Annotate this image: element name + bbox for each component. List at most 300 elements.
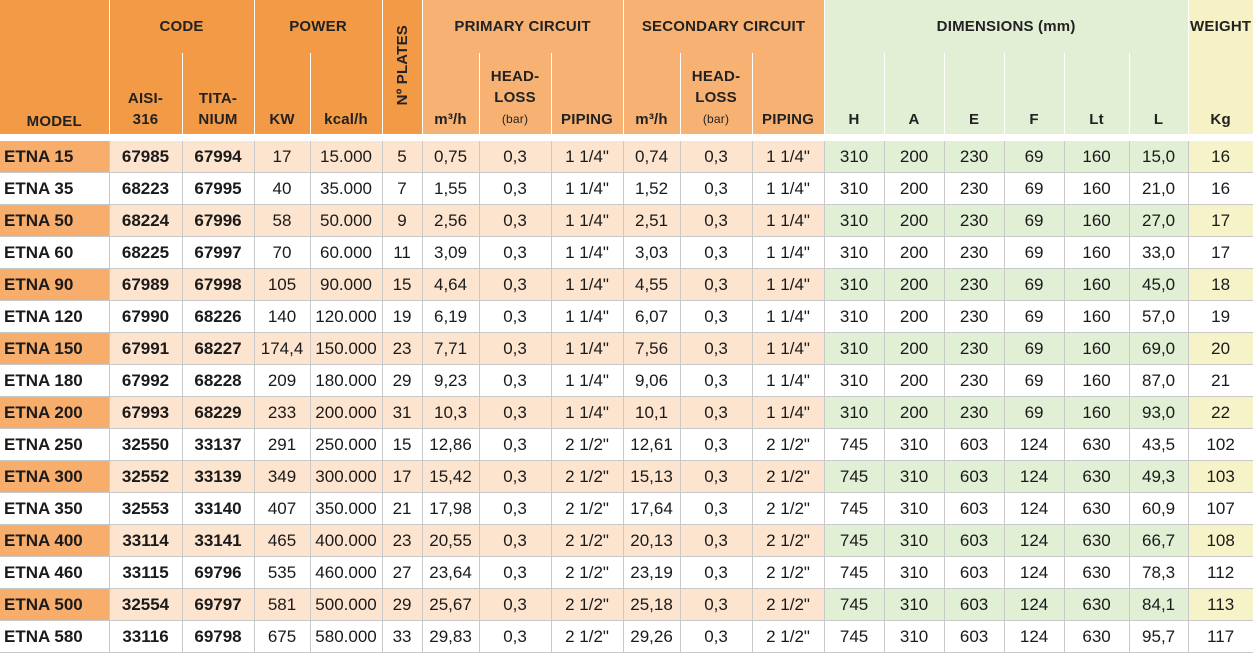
model-cell: ETNA 580 bbox=[0, 621, 109, 653]
table-cell: 745 bbox=[824, 557, 884, 589]
table-cell: 310 bbox=[884, 525, 944, 557]
model-cell: ETNA 200 bbox=[0, 397, 109, 429]
table-cell: 124 bbox=[1004, 525, 1064, 557]
col-header-primary-flow: m³/h bbox=[422, 53, 479, 134]
col-header-primary-circuit: PRIMARY CIRCUIT bbox=[422, 0, 623, 53]
table-cell: 12,86 bbox=[422, 429, 479, 461]
table-cell: 310 bbox=[884, 461, 944, 493]
table-cell: 2,51 bbox=[623, 205, 680, 237]
table-cell: 2 1/2" bbox=[551, 493, 623, 525]
table-cell: 0,3 bbox=[680, 205, 752, 237]
table-cell: 11 bbox=[382, 237, 422, 269]
col-header-h: H bbox=[824, 53, 884, 134]
secondary-headloss-label: HEAD-LOSS bbox=[691, 68, 741, 106]
table-cell: 69 bbox=[1004, 397, 1064, 429]
table-cell: 102 bbox=[1188, 429, 1253, 461]
table-cell: 1 1/4" bbox=[551, 301, 623, 333]
table-row bbox=[0, 461, 1253, 493]
model-cell: ETNA 150 bbox=[0, 333, 109, 365]
table-cell: 17,64 bbox=[623, 493, 680, 525]
table-cell: 67998 bbox=[182, 269, 254, 301]
table-cell: 3,09 bbox=[422, 237, 479, 269]
table-cell: 0,3 bbox=[680, 493, 752, 525]
table-cell: 580.000 bbox=[310, 621, 382, 653]
table-cell: 67997 bbox=[182, 237, 254, 269]
table-cell: 160 bbox=[1064, 205, 1129, 237]
table-cell: 103 bbox=[1188, 461, 1253, 493]
table-cell: 33140 bbox=[182, 493, 254, 525]
table-cell: 0,3 bbox=[479, 269, 551, 301]
model-cell: ETNA 460 bbox=[0, 557, 109, 589]
model-cell: ETNA 35 bbox=[0, 173, 109, 205]
table-cell: 4,64 bbox=[422, 269, 479, 301]
table-cell: 2 1/2" bbox=[551, 461, 623, 493]
table-cell: 160 bbox=[1064, 397, 1129, 429]
table-cell: 124 bbox=[1004, 429, 1064, 461]
table-cell: 150.000 bbox=[310, 333, 382, 365]
table-cell: 603 bbox=[944, 525, 1004, 557]
table-cell: 29 bbox=[382, 589, 422, 621]
table-cell: 69 bbox=[1004, 141, 1064, 173]
table-row bbox=[0, 333, 1253, 365]
table-cell: 180.000 bbox=[310, 365, 382, 397]
table-cell: 745 bbox=[824, 589, 884, 621]
table-cell: 1 1/4" bbox=[551, 205, 623, 237]
table-cell: 33141 bbox=[182, 525, 254, 557]
table-cell: 7 bbox=[382, 173, 422, 205]
table-cell: 200 bbox=[884, 237, 944, 269]
table-cell: 310 bbox=[884, 493, 944, 525]
table-cell: 603 bbox=[944, 621, 1004, 653]
table-cell: 140 bbox=[254, 301, 310, 333]
table-cell: 68229 bbox=[182, 397, 254, 429]
table-cell: 0,3 bbox=[680, 461, 752, 493]
table-cell: 69796 bbox=[182, 557, 254, 589]
table-cell: 40 bbox=[254, 173, 310, 205]
table-cell: 1 1/4" bbox=[752, 333, 824, 365]
table-cell: 18 bbox=[1188, 269, 1253, 301]
table-cell: 675 bbox=[254, 621, 310, 653]
table-cell: 6,19 bbox=[422, 301, 479, 333]
table-cell: 124 bbox=[1004, 493, 1064, 525]
col-header-aisi bbox=[109, 53, 182, 134]
table-cell: 16 bbox=[1188, 141, 1253, 173]
table-cell: 20,13 bbox=[623, 525, 680, 557]
table-cell: 1 1/4" bbox=[752, 141, 824, 173]
table-cell: 45,0 bbox=[1129, 269, 1188, 301]
table-cell: 0,3 bbox=[680, 333, 752, 365]
table-cell: 0,3 bbox=[479, 589, 551, 621]
table-cell: 0,3 bbox=[479, 429, 551, 461]
table-cell: 70 bbox=[254, 237, 310, 269]
table-cell: 67985 bbox=[109, 141, 182, 173]
table-cell: 310 bbox=[824, 301, 884, 333]
table-cell: 69 bbox=[1004, 365, 1064, 397]
table-cell: 0,3 bbox=[479, 205, 551, 237]
table-cell: 0,3 bbox=[680, 397, 752, 429]
table-cell: 15,42 bbox=[422, 461, 479, 493]
table-cell: 230 bbox=[944, 173, 1004, 205]
col-header-titanium bbox=[182, 53, 254, 134]
table-cell: 19 bbox=[1188, 301, 1253, 333]
table-cell: 233 bbox=[254, 397, 310, 429]
table-cell: 67996 bbox=[182, 205, 254, 237]
table-cell: 0,3 bbox=[680, 237, 752, 269]
table-cell: 630 bbox=[1064, 557, 1129, 589]
table-cell: 69 bbox=[1004, 269, 1064, 301]
col-header-code: CODE bbox=[109, 0, 254, 53]
table-cell: 2 1/2" bbox=[752, 589, 824, 621]
table-cell: 400.000 bbox=[310, 525, 382, 557]
table-cell: 2,56 bbox=[422, 205, 479, 237]
secondary-bar-label: (bar) bbox=[702, 112, 730, 126]
table-cell: 1 1/4" bbox=[752, 269, 824, 301]
table-cell: 31 bbox=[382, 397, 422, 429]
table-cell: 535 bbox=[254, 557, 310, 589]
table-cell: 67990 bbox=[109, 301, 182, 333]
table-cell: 630 bbox=[1064, 429, 1129, 461]
table-row bbox=[0, 397, 1253, 429]
table-cell: 0,3 bbox=[479, 141, 551, 173]
table-cell: 2 1/2" bbox=[551, 589, 623, 621]
table-cell: 310 bbox=[824, 365, 884, 397]
model-cell: ETNA 500 bbox=[0, 589, 109, 621]
table-cell: 230 bbox=[944, 141, 1004, 173]
table-cell: 0,3 bbox=[680, 301, 752, 333]
table-cell: 32552 bbox=[109, 461, 182, 493]
primary-headloss-label: HEAD-LOSS bbox=[490, 68, 540, 106]
table-cell: 33116 bbox=[109, 621, 182, 653]
table-row bbox=[0, 365, 1253, 397]
titanium-label: TITA-NIUM bbox=[198, 90, 238, 128]
table-cell: 117 bbox=[1188, 621, 1253, 653]
table-cell: 0,3 bbox=[680, 621, 752, 653]
table-cell: 23 bbox=[382, 333, 422, 365]
col-header-power: POWER bbox=[254, 0, 382, 53]
table-cell: 107 bbox=[1188, 493, 1253, 525]
table-cell: 2 1/2" bbox=[551, 557, 623, 589]
table-cell: 7,56 bbox=[623, 333, 680, 365]
table-cell: 33114 bbox=[109, 525, 182, 557]
table-cell: 603 bbox=[944, 557, 1004, 589]
table-cell: 69797 bbox=[182, 589, 254, 621]
table-cell: 5 bbox=[382, 141, 422, 173]
table-cell: 67995 bbox=[182, 173, 254, 205]
table-cell: 124 bbox=[1004, 621, 1064, 653]
table-cell: 33137 bbox=[182, 429, 254, 461]
model-cell: ETNA 350 bbox=[0, 493, 109, 525]
table-cell: 0,3 bbox=[680, 269, 752, 301]
table-cell: 1 1/4" bbox=[551, 237, 623, 269]
table-cell: 310 bbox=[884, 429, 944, 461]
table-cell: 310 bbox=[884, 557, 944, 589]
col-header-f: F bbox=[1004, 53, 1064, 134]
table-cell: 2 1/2" bbox=[551, 525, 623, 557]
table-cell: 68227 bbox=[182, 333, 254, 365]
table-cell: 1 1/4" bbox=[551, 141, 623, 173]
table-cell: 29 bbox=[382, 365, 422, 397]
table-cell: 250.000 bbox=[310, 429, 382, 461]
table-cell: 32550 bbox=[109, 429, 182, 461]
table-cell: 15,0 bbox=[1129, 141, 1188, 173]
table-cell: 17 bbox=[1188, 237, 1253, 269]
table-cell: 17 bbox=[382, 461, 422, 493]
table-cell: 124 bbox=[1004, 589, 1064, 621]
table-cell: 15 bbox=[382, 269, 422, 301]
table-cell: 15.000 bbox=[310, 141, 382, 173]
table-cell: 69 bbox=[1004, 301, 1064, 333]
table-cell: 630 bbox=[1064, 461, 1129, 493]
table-cell: 17 bbox=[1188, 205, 1253, 237]
table-cell: 67994 bbox=[182, 141, 254, 173]
table-cell: 0,3 bbox=[680, 141, 752, 173]
table-cell: 603 bbox=[944, 493, 1004, 525]
model-cell: ETNA 90 bbox=[0, 269, 109, 301]
model-cell: ETNA 60 bbox=[0, 237, 109, 269]
table-row bbox=[0, 301, 1253, 333]
table-cell: 68226 bbox=[182, 301, 254, 333]
table-cell: 108 bbox=[1188, 525, 1253, 557]
table-cell: 60.000 bbox=[310, 237, 382, 269]
table-cell: 69 bbox=[1004, 333, 1064, 365]
table-cell: 84,1 bbox=[1129, 589, 1188, 621]
table-cell: 200 bbox=[884, 141, 944, 173]
table-cell: 1 1/4" bbox=[551, 365, 623, 397]
table-cell: 2 1/2" bbox=[551, 429, 623, 461]
col-header-kw: KW bbox=[254, 53, 310, 134]
col-header-primary-piping: PIPING bbox=[551, 53, 623, 134]
table-cell: 465 bbox=[254, 525, 310, 557]
table-cell: 10,3 bbox=[422, 397, 479, 429]
table-cell: 630 bbox=[1064, 525, 1129, 557]
table-row bbox=[0, 493, 1253, 525]
table-cell: 603 bbox=[944, 461, 1004, 493]
table-cell: 15 bbox=[382, 429, 422, 461]
table-cell: 0,3 bbox=[680, 429, 752, 461]
table-cell: 29,26 bbox=[623, 621, 680, 653]
table-cell: 12,61 bbox=[623, 429, 680, 461]
col-header-kg: Kg bbox=[1188, 53, 1253, 134]
table-cell: 57,0 bbox=[1129, 301, 1188, 333]
table-cell: 124 bbox=[1004, 461, 1064, 493]
table-cell: 1 1/4" bbox=[551, 269, 623, 301]
table-cell: 0,3 bbox=[680, 365, 752, 397]
col-header-secondary-circuit: SECONDARY CIRCUIT bbox=[623, 0, 824, 53]
table-cell: 6,07 bbox=[623, 301, 680, 333]
table-cell: 745 bbox=[824, 525, 884, 557]
table-cell: 69,0 bbox=[1129, 333, 1188, 365]
col-header-secondary-flow: m³/h bbox=[623, 53, 680, 134]
table-cell: 67992 bbox=[109, 365, 182, 397]
table-cell: 105 bbox=[254, 269, 310, 301]
table-cell: 310 bbox=[824, 205, 884, 237]
table-cell: 745 bbox=[824, 493, 884, 525]
table-cell: 68223 bbox=[109, 173, 182, 205]
table-cell: 230 bbox=[944, 397, 1004, 429]
table-cell: 87,0 bbox=[1129, 365, 1188, 397]
table-cell: 0,3 bbox=[680, 525, 752, 557]
table-cell: 7,71 bbox=[422, 333, 479, 365]
table-cell: 174,4 bbox=[254, 333, 310, 365]
table-cell: 1,55 bbox=[422, 173, 479, 205]
table-row bbox=[0, 621, 1253, 653]
table-cell: 230 bbox=[944, 237, 1004, 269]
table-cell: 33139 bbox=[182, 461, 254, 493]
table-cell: 500.000 bbox=[310, 589, 382, 621]
table-cell: 160 bbox=[1064, 237, 1129, 269]
table-cell: 0,75 bbox=[422, 141, 479, 173]
table-cell: 29,83 bbox=[422, 621, 479, 653]
table-cell: 310 bbox=[884, 589, 944, 621]
table-cell: 291 bbox=[254, 429, 310, 461]
table-cell: 160 bbox=[1064, 269, 1129, 301]
table-cell: 0,3 bbox=[479, 365, 551, 397]
col-header-l: L bbox=[1129, 53, 1188, 134]
table-cell: 69 bbox=[1004, 237, 1064, 269]
table-cell: 200 bbox=[884, 333, 944, 365]
table-cell: 200 bbox=[884, 205, 944, 237]
table-cell: 1 1/4" bbox=[551, 397, 623, 429]
table-cell: 10,1 bbox=[623, 397, 680, 429]
table-cell: 349 bbox=[254, 461, 310, 493]
model-cell: ETNA 400 bbox=[0, 525, 109, 557]
table-cell: 630 bbox=[1064, 621, 1129, 653]
table-header bbox=[0, 0, 1253, 141]
table-cell: 230 bbox=[944, 333, 1004, 365]
table-cell: 60,9 bbox=[1129, 493, 1188, 525]
table-cell: 230 bbox=[944, 365, 1004, 397]
table-cell: 200 bbox=[884, 365, 944, 397]
table-row bbox=[0, 237, 1253, 269]
table-cell: 310 bbox=[824, 397, 884, 429]
table-cell: 66,7 bbox=[1129, 525, 1188, 557]
table-cell: 230 bbox=[944, 301, 1004, 333]
table-cell: 33 bbox=[382, 621, 422, 653]
table-cell: 9 bbox=[382, 205, 422, 237]
col-header-model: MODEL bbox=[0, 0, 109, 134]
aisi-label: AISI-316 bbox=[127, 90, 164, 128]
table-cell: 43,5 bbox=[1129, 429, 1188, 461]
table-cell: 300.000 bbox=[310, 461, 382, 493]
table-cell: 35.000 bbox=[310, 173, 382, 205]
table-cell: 160 bbox=[1064, 301, 1129, 333]
col-header-plates bbox=[382, 0, 422, 134]
table-cell: 160 bbox=[1064, 141, 1129, 173]
table-cell: 15,13 bbox=[623, 461, 680, 493]
model-cell: ETNA 120 bbox=[0, 301, 109, 333]
table-cell: 200 bbox=[884, 301, 944, 333]
table-cell: 200 bbox=[884, 397, 944, 429]
table-cell: 0,3 bbox=[479, 557, 551, 589]
table-cell: 581 bbox=[254, 589, 310, 621]
table-cell: 200 bbox=[884, 269, 944, 301]
col-header-e: E bbox=[944, 53, 1004, 134]
table-row bbox=[0, 173, 1253, 205]
table-cell: 310 bbox=[824, 269, 884, 301]
table-cell: 310 bbox=[824, 141, 884, 173]
table-cell: 460.000 bbox=[310, 557, 382, 589]
table-cell: 1 1/4" bbox=[752, 173, 824, 205]
plates-label: Nº PLATES bbox=[393, 24, 411, 106]
table-cell: 0,3 bbox=[680, 173, 752, 205]
table-cell: 21 bbox=[382, 493, 422, 525]
table-cell: 603 bbox=[944, 589, 1004, 621]
table-row bbox=[0, 141, 1253, 173]
table-cell: 112 bbox=[1188, 557, 1253, 589]
table-cell: 0,3 bbox=[479, 621, 551, 653]
table-cell: 68224 bbox=[109, 205, 182, 237]
table-cell: 32554 bbox=[109, 589, 182, 621]
table-cell: 67993 bbox=[109, 397, 182, 429]
table-cell: 21 bbox=[1188, 365, 1253, 397]
table-cell: 120.000 bbox=[310, 301, 382, 333]
table-cell: 407 bbox=[254, 493, 310, 525]
table-cell: 93,0 bbox=[1129, 397, 1188, 429]
table-cell: 124 bbox=[1004, 557, 1064, 589]
table-cell: 20 bbox=[1188, 333, 1253, 365]
col-header-kcal: kcal/h bbox=[310, 53, 382, 134]
table-row bbox=[0, 269, 1253, 301]
table-cell: 9,06 bbox=[623, 365, 680, 397]
col-header-dimensions: DIMENSIONS (mm) bbox=[824, 0, 1188, 53]
table-cell: 27,0 bbox=[1129, 205, 1188, 237]
table-cell: 25,18 bbox=[623, 589, 680, 621]
table-cell: 230 bbox=[944, 205, 1004, 237]
model-cell: ETNA 300 bbox=[0, 461, 109, 493]
table-cell: 113 bbox=[1188, 589, 1253, 621]
table-cell: 58 bbox=[254, 205, 310, 237]
table-cell: 745 bbox=[824, 461, 884, 493]
table-cell: 2 1/2" bbox=[752, 493, 824, 525]
table-cell: 22 bbox=[1188, 397, 1253, 429]
table-cell: 1 1/4" bbox=[752, 237, 824, 269]
table-cell: 4,55 bbox=[623, 269, 680, 301]
table-cell: 25,67 bbox=[422, 589, 479, 621]
table-cell: 9,23 bbox=[422, 365, 479, 397]
table-cell: 0,3 bbox=[479, 301, 551, 333]
table-cell: 69 bbox=[1004, 205, 1064, 237]
table-cell: 200.000 bbox=[310, 397, 382, 429]
table-cell: 2 1/2" bbox=[752, 461, 824, 493]
table-cell: 0,74 bbox=[623, 141, 680, 173]
table-cell: 23 bbox=[382, 525, 422, 557]
primary-bar-label: (bar) bbox=[501, 112, 529, 126]
table-cell: 630 bbox=[1064, 589, 1129, 621]
table-cell: 160 bbox=[1064, 333, 1129, 365]
table-cell: 2 1/2" bbox=[752, 621, 824, 653]
model-cell: ETNA 180 bbox=[0, 365, 109, 397]
table-body bbox=[0, 141, 1253, 653]
table-cell: 0,3 bbox=[479, 333, 551, 365]
table-cell: 1 1/4" bbox=[752, 365, 824, 397]
table-cell: 0,3 bbox=[479, 525, 551, 557]
table-cell: 310 bbox=[824, 173, 884, 205]
col-header-lt: Lt bbox=[1064, 53, 1129, 134]
table-cell: 95,7 bbox=[1129, 621, 1188, 653]
table-row bbox=[0, 525, 1253, 557]
table-row bbox=[0, 205, 1253, 237]
table-cell: 67991 bbox=[109, 333, 182, 365]
table-cell: 0,3 bbox=[479, 173, 551, 205]
table-cell: 23,64 bbox=[422, 557, 479, 589]
table-cell: 350.000 bbox=[310, 493, 382, 525]
table-cell: 2 1/2" bbox=[551, 621, 623, 653]
table-cell: 21,0 bbox=[1129, 173, 1188, 205]
table-cell: 33,0 bbox=[1129, 237, 1188, 269]
table-cell: 160 bbox=[1064, 365, 1129, 397]
table-cell: 0,3 bbox=[680, 589, 752, 621]
table-cell: 630 bbox=[1064, 493, 1129, 525]
